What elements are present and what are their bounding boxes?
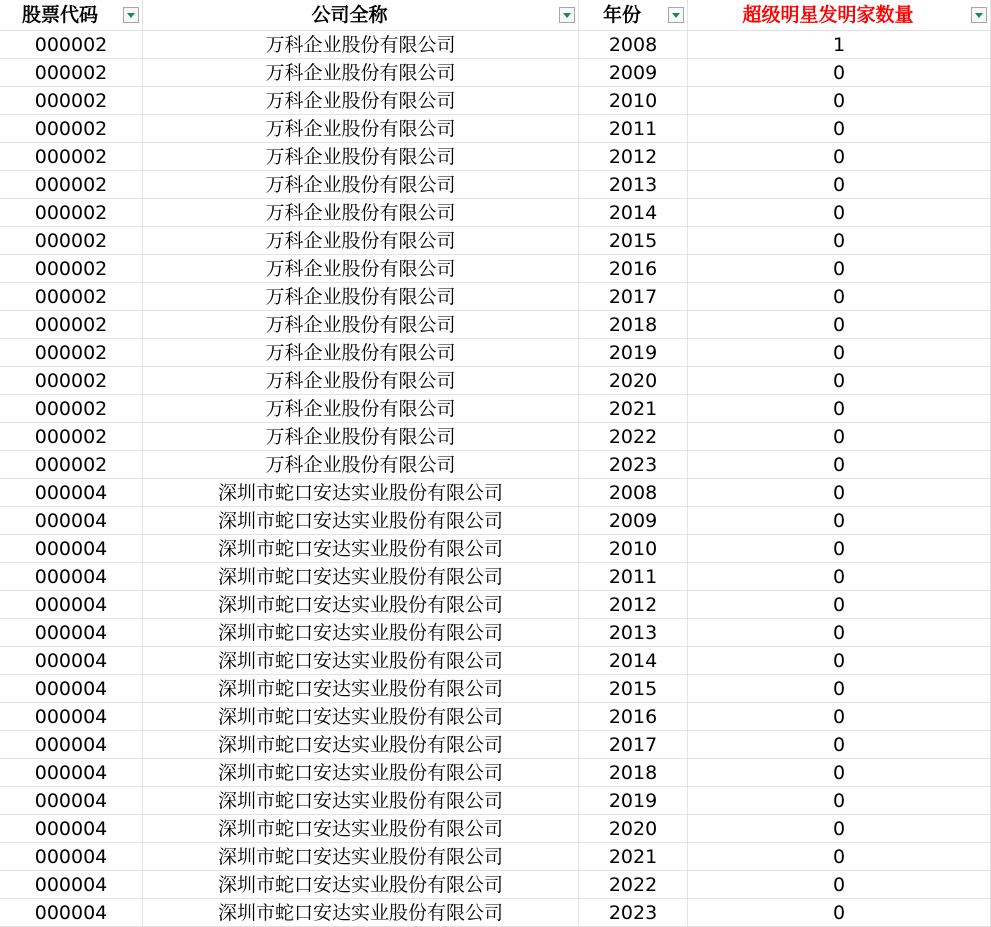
cell-company-name[interactable]: 万科企业股份有限公司 bbox=[143, 31, 579, 59]
cell-year[interactable]: 2009 bbox=[579, 507, 688, 535]
cell-year[interactable]: 2022 bbox=[579, 423, 688, 451]
cell-stock-code[interactable]: 000004 bbox=[0, 563, 143, 591]
cell-inventor-count[interactable]: 0 bbox=[688, 199, 991, 227]
filter-dropdown-icon[interactable] bbox=[668, 7, 684, 23]
cell-inventor-count[interactable]: 0 bbox=[688, 871, 991, 899]
cell-stock-code[interactable]: 000004 bbox=[0, 507, 143, 535]
cell-year[interactable]: 2017 bbox=[579, 283, 688, 311]
cell-year[interactable]: 2022 bbox=[579, 871, 688, 899]
cell-company-name[interactable]: 深圳市蛇口安达实业股份有限公司 bbox=[143, 899, 579, 927]
cell-stock-code[interactable]: 000002 bbox=[0, 227, 143, 255]
cell-year[interactable]: 2012 bbox=[579, 591, 688, 619]
cell-stock-code[interactable]: 000004 bbox=[0, 899, 143, 927]
cell-year[interactable]: 2013 bbox=[579, 171, 688, 199]
cell-company-name[interactable]: 深圳市蛇口安达实业股份有限公司 bbox=[143, 647, 579, 675]
cell-company-name[interactable]: 万科企业股份有限公司 bbox=[143, 451, 579, 479]
cell-company-name[interactable]: 深圳市蛇口安达实业股份有限公司 bbox=[143, 871, 579, 899]
cell-year[interactable]: 2011 bbox=[579, 563, 688, 591]
cell-year[interactable]: 2009 bbox=[579, 59, 688, 87]
cell-inventor-count[interactable]: 0 bbox=[688, 563, 991, 591]
cell-year[interactable]: 2008 bbox=[579, 479, 688, 507]
cell-stock-code[interactable]: 000004 bbox=[0, 815, 143, 843]
cell-year[interactable]: 2018 bbox=[579, 311, 688, 339]
cell-company-name[interactable]: 万科企业股份有限公司 bbox=[143, 59, 579, 87]
cell-company-name[interactable]: 万科企业股份有限公司 bbox=[143, 339, 579, 367]
cell-company-name[interactable]: 深圳市蛇口安达实业股份有限公司 bbox=[143, 731, 579, 759]
cell-stock-code[interactable]: 000002 bbox=[0, 171, 143, 199]
cell-company-name[interactable]: 万科企业股份有限公司 bbox=[143, 311, 579, 339]
cell-stock-code[interactable]: 000002 bbox=[0, 255, 143, 283]
cell-stock-code[interactable]: 000002 bbox=[0, 423, 143, 451]
cell-inventor-count[interactable]: 0 bbox=[688, 787, 991, 815]
cell-company-name[interactable]: 万科企业股份有限公司 bbox=[143, 255, 579, 283]
cell-year[interactable]: 2023 bbox=[579, 899, 688, 927]
cell-company-name[interactable]: 深圳市蛇口安达实业股份有限公司 bbox=[143, 675, 579, 703]
cell-stock-code[interactable]: 000002 bbox=[0, 339, 143, 367]
cell-stock-code[interactable]: 000004 bbox=[0, 479, 143, 507]
cell-stock-code[interactable]: 000002 bbox=[0, 367, 143, 395]
cell-stock-code[interactable]: 000004 bbox=[0, 731, 143, 759]
cell-company-name[interactable]: 万科企业股份有限公司 bbox=[143, 199, 579, 227]
cell-inventor-count[interactable]: 0 bbox=[688, 255, 991, 283]
cell-year[interactable]: 2011 bbox=[579, 115, 688, 143]
cell-company-name[interactable]: 万科企业股份有限公司 bbox=[143, 395, 579, 423]
cell-company-name[interactable]: 万科企业股份有限公司 bbox=[143, 227, 579, 255]
cell-stock-code[interactable]: 000004 bbox=[0, 647, 143, 675]
cell-stock-code[interactable]: 000002 bbox=[0, 59, 143, 87]
cell-inventor-count[interactable]: 0 bbox=[688, 423, 991, 451]
filter-dropdown-icon[interactable] bbox=[123, 7, 139, 23]
cell-company-name[interactable]: 深圳市蛇口安达实业股份有限公司 bbox=[143, 759, 579, 787]
cell-year[interactable]: 2016 bbox=[579, 255, 688, 283]
cell-stock-code[interactable]: 000004 bbox=[0, 675, 143, 703]
cell-inventor-count[interactable]: 0 bbox=[688, 115, 991, 143]
header-company-name-label: 公司全称 bbox=[311, 4, 388, 26]
cell-company-name[interactable]: 万科企业股份有限公司 bbox=[143, 143, 579, 171]
header-stock-code-label: 股票代码 bbox=[21, 4, 98, 26]
cell-inventor-count[interactable]: 0 bbox=[688, 647, 991, 675]
cell-company-name[interactable]: 万科企业股份有限公司 bbox=[143, 87, 579, 115]
cell-inventor-count[interactable]: 0 bbox=[688, 535, 991, 563]
cell-stock-code[interactable]: 000002 bbox=[0, 115, 143, 143]
cell-year[interactable]: 2016 bbox=[579, 703, 688, 731]
cell-company-name[interactable]: 深圳市蛇口安达实业股份有限公司 bbox=[143, 787, 579, 815]
cell-company-name[interactable]: 深圳市蛇口安达实业股份有限公司 bbox=[143, 591, 579, 619]
cell-company-name[interactable]: 深圳市蛇口安达实业股份有限公司 bbox=[143, 703, 579, 731]
cell-stock-code[interactable]: 000002 bbox=[0, 87, 143, 115]
cell-inventor-count[interactable]: 0 bbox=[688, 479, 991, 507]
cell-inventor-count[interactable]: 1 bbox=[688, 31, 991, 59]
cell-stock-code[interactable]: 000002 bbox=[0, 451, 143, 479]
cell-company-name[interactable]: 万科企业股份有限公司 bbox=[143, 283, 579, 311]
cell-year[interactable]: 2023 bbox=[579, 451, 688, 479]
cell-inventor-count[interactable]: 0 bbox=[688, 171, 991, 199]
cell-year[interactable]: 2018 bbox=[579, 759, 688, 787]
cell-company-name[interactable]: 万科企业股份有限公司 bbox=[143, 367, 579, 395]
cell-inventor-count[interactable]: 0 bbox=[688, 899, 991, 927]
cell-inventor-count[interactable]: 0 bbox=[688, 227, 991, 255]
cell-inventor-count[interactable]: 0 bbox=[688, 143, 991, 171]
cell-stock-code[interactable]: 000002 bbox=[0, 283, 143, 311]
header-inventor-count-label: 超级明星发明家数量 bbox=[742, 4, 914, 26]
filter-dropdown-icon[interactable] bbox=[559, 7, 575, 23]
cell-inventor-count[interactable]: 0 bbox=[688, 591, 991, 619]
cell-inventor-count[interactable]: 0 bbox=[688, 311, 991, 339]
cell-year[interactable]: 2014 bbox=[579, 199, 688, 227]
cell-inventor-count[interactable]: 0 bbox=[688, 619, 991, 647]
cell-year[interactable]: 2020 bbox=[579, 815, 688, 843]
cell-company-name[interactable]: 深圳市蛇口安达实业股份有限公司 bbox=[143, 479, 579, 507]
cell-stock-code[interactable]: 000002 bbox=[0, 143, 143, 171]
cell-inventor-count[interactable]: 0 bbox=[688, 339, 991, 367]
header-company-name[interactable] bbox=[143, 0, 579, 31]
cell-year[interactable]: 2012 bbox=[579, 143, 688, 171]
header-year[interactable] bbox=[579, 0, 688, 31]
cell-inventor-count[interactable]: 0 bbox=[688, 283, 991, 311]
cell-company-name[interactable]: 万科企业股份有限公司 bbox=[143, 423, 579, 451]
cell-stock-code[interactable]: 000002 bbox=[0, 199, 143, 227]
cell-year[interactable]: 2014 bbox=[579, 647, 688, 675]
cell-stock-code[interactable]: 000004 bbox=[0, 759, 143, 787]
cell-company-name[interactable]: 深圳市蛇口安达实业股份有限公司 bbox=[143, 535, 579, 563]
cell-inventor-count[interactable]: 0 bbox=[688, 703, 991, 731]
cell-inventor-count[interactable]: 0 bbox=[688, 395, 991, 423]
cell-year[interactable]: 2008 bbox=[579, 31, 688, 59]
cell-company-name[interactable]: 万科企业股份有限公司 bbox=[143, 171, 579, 199]
cell-inventor-count[interactable]: 0 bbox=[688, 815, 991, 843]
cell-year[interactable]: 2021 bbox=[579, 843, 688, 871]
cell-stock-code[interactable]: 000002 bbox=[0, 311, 143, 339]
cell-stock-code[interactable]: 000004 bbox=[0, 703, 143, 731]
cell-company-name[interactable]: 深圳市蛇口安达实业股份有限公司 bbox=[143, 507, 579, 535]
filter-dropdown-icon[interactable] bbox=[971, 7, 987, 23]
cell-company-name[interactable]: 深圳市蛇口安达实业股份有限公司 bbox=[143, 843, 579, 871]
cell-stock-code[interactable]: 000004 bbox=[0, 871, 143, 899]
header-inventor-count[interactable] bbox=[688, 0, 991, 31]
cell-inventor-count[interactable]: 0 bbox=[688, 451, 991, 479]
cell-year[interactable]: 2017 bbox=[579, 731, 688, 759]
cell-year[interactable]: 2015 bbox=[579, 227, 688, 255]
cell-company-name[interactable]: 深圳市蛇口安达实业股份有限公司 bbox=[143, 815, 579, 843]
cell-stock-code[interactable]: 000004 bbox=[0, 787, 143, 815]
cell-stock-code[interactable]: 000004 bbox=[0, 591, 143, 619]
cell-year[interactable]: 2019 bbox=[579, 787, 688, 815]
cell-stock-code[interactable]: 000004 bbox=[0, 535, 143, 563]
cell-stock-code[interactable]: 000002 bbox=[0, 395, 143, 423]
cell-company-name[interactable]: 深圳市蛇口安达实业股份有限公司 bbox=[143, 619, 579, 647]
cell-year[interactable]: 2021 bbox=[579, 395, 688, 423]
header-year-label: 年份 bbox=[602, 4, 641, 26]
cell-stock-code[interactable]: 000002 bbox=[0, 31, 143, 59]
header-stock-code[interactable] bbox=[0, 0, 143, 31]
cell-company-name[interactable]: 深圳市蛇口安达实业股份有限公司 bbox=[143, 563, 579, 591]
cell-inventor-count[interactable]: 0 bbox=[688, 87, 991, 115]
cell-year[interactable]: 2010 bbox=[579, 535, 688, 563]
cell-stock-code[interactable]: 000004 bbox=[0, 843, 143, 871]
cell-inventor-count[interactable]: 0 bbox=[688, 59, 991, 87]
cell-year[interactable]: 2020 bbox=[579, 367, 688, 395]
cell-inventor-count[interactable]: 0 bbox=[688, 759, 991, 787]
cell-inventor-count[interactable]: 0 bbox=[688, 675, 991, 703]
cell-year[interactable]: 2013 bbox=[579, 619, 688, 647]
cell-year[interactable]: 2015 bbox=[579, 675, 688, 703]
cell-inventor-count[interactable]: 0 bbox=[688, 367, 991, 395]
cell-company-name[interactable]: 万科企业股份有限公司 bbox=[143, 115, 579, 143]
cell-inventor-count[interactable]: 0 bbox=[688, 507, 991, 535]
cell-inventor-count[interactable]: 0 bbox=[688, 731, 991, 759]
cell-inventor-count[interactable]: 0 bbox=[688, 843, 991, 871]
cell-stock-code[interactable]: 000004 bbox=[0, 619, 143, 647]
cell-year[interactable]: 2010 bbox=[579, 87, 688, 115]
cell-year[interactable]: 2019 bbox=[579, 339, 688, 367]
